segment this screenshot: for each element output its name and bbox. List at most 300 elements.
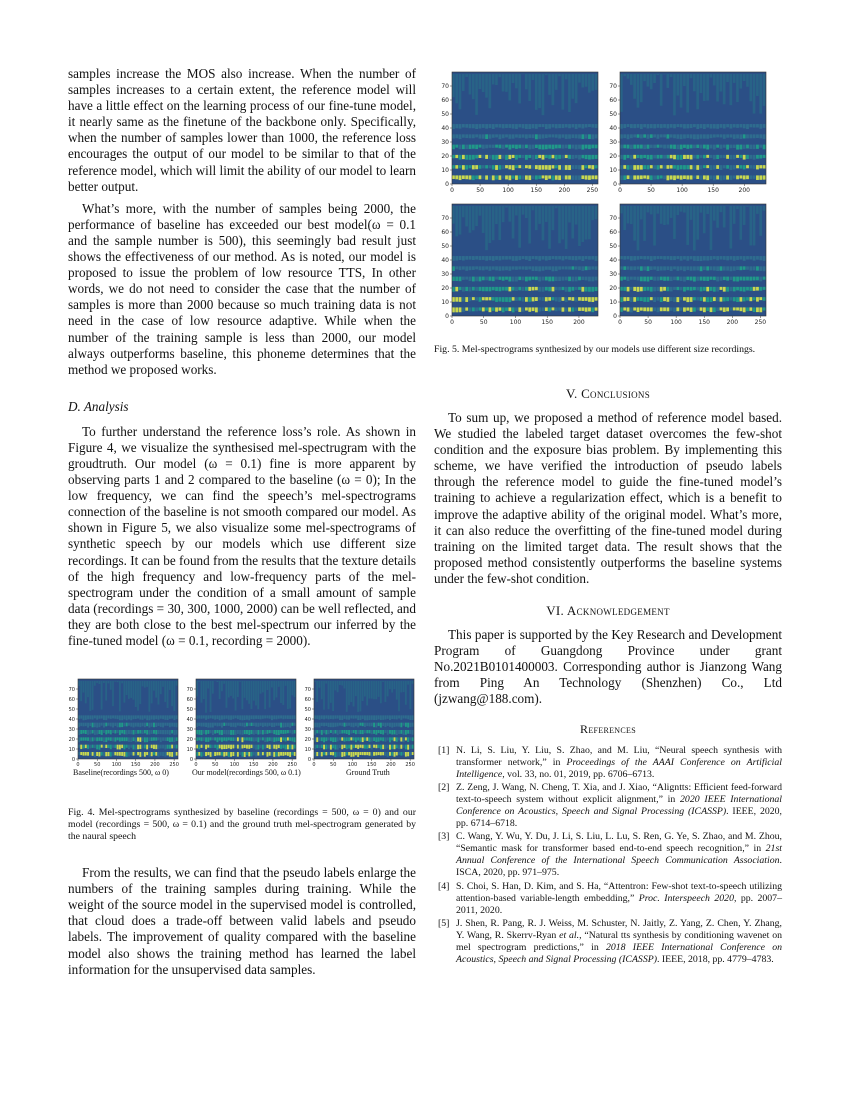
spectrogram-band	[686, 206, 689, 245]
spectrogram-band	[538, 74, 541, 108]
spectrogram-band	[455, 307, 458, 312]
spectrogram-band	[248, 745, 250, 749]
spectrogram-band	[398, 737, 400, 740]
spectrogram-band	[92, 715, 94, 719]
spectrogram-band	[623, 287, 626, 291]
spectrogram-band	[160, 715, 162, 718]
spectrogram-band	[693, 287, 696, 290]
spectrogram-band	[660, 145, 663, 148]
spectrogram-band	[568, 165, 571, 170]
spectrogram-band	[285, 715, 287, 719]
spectrogram-band	[387, 681, 389, 696]
spectrogram-band	[568, 287, 571, 292]
spectrogram-band	[328, 737, 330, 740]
y-tick-label: 70	[304, 686, 311, 693]
spectrogram-band	[123, 715, 125, 719]
spectrogram-band	[282, 730, 284, 734]
spectrogram-band	[726, 307, 729, 311]
spectrogram-band	[405, 745, 407, 750]
spectrogram-band	[505, 307, 508, 310]
paragraph-conclusions: To sum up, we proposed a method of reference model based. We studied the labeled target dataset overcomes the few-shot condition and the exposure bias problem. By implementing this scheme, we have verified the introduction of pseudo labels through the reference model to guide the fine-tuned model’s training to achieve a regularization effect, which is a benefit to improve the adaptive ability of the original model. What’s more, it can also reduce the overfitting of the fine-tuned model during training on the limited target data. The result shows that the proposed method consistently outperforms the baseline systems under the few-shot condition.	[434, 410, 782, 586]
spectrogram-band	[562, 266, 565, 269]
spectrogram-band	[686, 145, 689, 149]
spectrogram-band	[673, 155, 676, 159]
spectrogram-band	[105, 723, 107, 727]
spectrogram-band	[146, 752, 148, 755]
spectrogram-band	[640, 297, 643, 301]
spectrogram-band	[85, 723, 87, 726]
spectrogram-band	[235, 715, 237, 718]
spectrogram-band	[198, 730, 200, 735]
spectrogram-band	[285, 745, 287, 750]
spectrogram-band	[653, 145, 656, 149]
spectrogram-band	[535, 134, 538, 139]
spectrogram-band	[680, 175, 683, 179]
spectrogram-band	[285, 737, 287, 741]
spectrogram-band	[239, 723, 241, 726]
x-tick-label: 50	[94, 762, 101, 769]
spectrogram-band	[398, 745, 400, 749]
spectrogram-band	[730, 175, 733, 180]
spectrogram-band	[239, 681, 241, 682]
spectrogram-band	[736, 297, 739, 302]
spectrogram-band	[251, 737, 253, 741]
x-tick-label: 50	[330, 762, 337, 769]
spectrogram-band	[623, 145, 626, 149]
spectrogram-band	[108, 737, 110, 740]
spectrogram-band	[673, 206, 676, 239]
spectrogram-band	[264, 715, 266, 718]
spectrogram-band	[387, 745, 389, 749]
spectrogram-band	[373, 737, 375, 741]
spectrogram-band	[528, 165, 531, 169]
spectrogram-band	[396, 730, 398, 735]
spectrogram-band	[528, 74, 531, 101]
spectrogram-band	[407, 715, 409, 719]
spectrogram-band	[173, 715, 175, 720]
spectrogram-band	[216, 723, 218, 727]
y-tick-label: 10	[609, 299, 617, 307]
spectrogram-band	[518, 307, 521, 312]
spectrogram-band	[542, 266, 545, 270]
spectrogram-band	[743, 256, 746, 261]
spectrogram-band	[640, 124, 643, 129]
spectrogram-band	[289, 745, 291, 750]
spectrogram-band	[578, 206, 581, 246]
spectrogram-band	[548, 277, 551, 282]
spectrogram-band	[380, 752, 382, 755]
spectrogram-band	[640, 74, 643, 102]
spectrogram-band	[743, 134, 746, 138]
spectrogram-band	[366, 745, 368, 749]
spectrogram-band	[251, 723, 253, 726]
spectrogram-band	[475, 297, 478, 300]
spectrogram-band	[588, 277, 591, 282]
spectrogram-band	[680, 206, 683, 212]
spectrogram-band	[133, 730, 135, 734]
spectrogram-band	[633, 277, 636, 280]
spectrogram-band	[459, 74, 462, 109]
spectrogram-band	[492, 145, 495, 148]
spectrogram-band	[153, 681, 155, 691]
spectrogram-band	[703, 277, 706, 281]
spectrogram-band	[623, 175, 626, 180]
spectrogram-band	[657, 134, 660, 138]
spectrogram-band	[505, 175, 508, 179]
spectrogram-band	[746, 74, 749, 87]
spectrogram-band	[337, 737, 339, 741]
spectrogram-band	[371, 681, 373, 699]
spectrogram-band	[391, 715, 393, 719]
spectrogram-band	[382, 715, 384, 720]
spectrogram-band	[663, 297, 666, 301]
spectrogram-band	[103, 752, 105, 756]
spectrogram-band	[739, 287, 742, 291]
spectrogram-band	[485, 297, 488, 300]
spectrogram-band	[706, 307, 709, 311]
spectrogram-band	[630, 155, 633, 159]
spectrogram-band	[643, 165, 646, 169]
spectrogram-band	[452, 277, 455, 281]
spectrogram-band	[730, 134, 733, 137]
spectrogram-band	[739, 266, 742, 270]
spectrogram-band	[723, 206, 726, 227]
spectrogram-band	[485, 206, 488, 250]
spectrogram-band	[696, 307, 699, 310]
spectrogram-band	[92, 737, 94, 741]
spectrogram-band	[746, 165, 749, 168]
spectrogram-band	[359, 737, 361, 741]
spectrogram-band	[693, 74, 696, 91]
figure-5-caption: Fig. 5. Mel-spectrograms synthesized by our models use different size recordings.	[434, 344, 756, 355]
x-tick-label: 0	[76, 762, 80, 769]
spectrogram-band	[387, 752, 389, 757]
spectrogram-band	[575, 307, 578, 310]
spectrogram-band	[94, 681, 96, 686]
spectrogram-band	[455, 145, 458, 148]
spectrogram-band	[548, 74, 551, 95]
spectrogram-band	[330, 745, 332, 750]
spectrogram-band	[348, 730, 350, 735]
spectrogram-band	[264, 752, 266, 755]
spectrogram-band	[396, 723, 398, 727]
spectrogram-band	[505, 134, 508, 137]
x-tick-label: 50	[647, 187, 655, 194]
spectrogram-band	[489, 256, 492, 260]
spectrogram-band	[690, 155, 693, 160]
spectrogram-band	[203, 745, 205, 748]
spectrogram-band	[713, 287, 716, 292]
spectrogram-band	[512, 287, 515, 291]
spectrogram-band	[650, 307, 653, 311]
spectrogram-band	[522, 277, 525, 281]
spectrogram-band	[716, 206, 719, 228]
spectrogram-band	[700, 155, 703, 158]
spectrogram-band	[83, 752, 85, 756]
x-tick-label: 200	[558, 187, 571, 194]
spectrogram-band	[459, 134, 462, 139]
spectrogram-band	[128, 737, 130, 741]
spectrogram-band	[362, 752, 364, 755]
spectrogram-band	[542, 124, 545, 127]
spectrogram-band	[495, 165, 498, 170]
spectrogram-band	[489, 297, 492, 300]
spectrogram-band	[396, 745, 398, 749]
spectrogram-band	[384, 745, 386, 749]
spectrogram-band	[588, 287, 591, 292]
spectrogram-band	[581, 175, 584, 179]
spectrogram-band	[660, 297, 663, 302]
spectrogram-band	[643, 206, 646, 241]
spectrogram-band	[114, 715, 116, 718]
spectrogram-band	[85, 745, 87, 748]
spectrogram-band	[253, 715, 255, 719]
spectrogram-band	[260, 715, 262, 719]
spectrogram-band	[700, 256, 703, 261]
spectrogram-band	[83, 681, 85, 693]
spectrogram-band	[485, 266, 488, 269]
spectrogram-band	[232, 752, 234, 756]
spectrogram-band	[575, 124, 578, 129]
spectrogram-band	[89, 681, 91, 711]
spectrogram-band	[591, 165, 594, 169]
spectrogram-band	[459, 124, 462, 129]
spectrogram-band	[394, 715, 396, 719]
spectrogram-band	[710, 175, 713, 179]
spectrogram-band	[321, 681, 323, 699]
spectrogram-band	[489, 307, 492, 312]
spectrogram-band	[703, 145, 706, 149]
spectrogram-band	[287, 745, 289, 750]
spectrogram-band	[482, 307, 485, 311]
spectrogram-band	[640, 206, 643, 219]
spectrogram-band	[455, 206, 458, 236]
spectrogram-band	[155, 723, 157, 727]
spectrogram-band	[726, 287, 729, 292]
spectrogram-band	[495, 297, 498, 302]
spectrogram-band	[525, 266, 528, 270]
y-tick-label: 10	[441, 299, 449, 307]
y-tick-label: 60	[441, 229, 449, 237]
spectrogram-band	[207, 715, 209, 719]
spectrogram-band	[660, 134, 663, 137]
spectrogram-band	[696, 155, 699, 159]
spectrogram-band	[153, 730, 155, 734]
spectrogram-band	[532, 145, 535, 149]
spectrogram-band	[686, 175, 689, 179]
spectrogram-band	[558, 277, 561, 281]
spectrogram-band	[479, 206, 482, 216]
spectrogram-band	[173, 681, 175, 711]
spectrogram-band	[119, 730, 121, 735]
spectrogram-band	[548, 307, 551, 311]
spectrogram-band	[462, 307, 465, 311]
spectrogram-band	[198, 737, 200, 740]
spectrogram-band	[394, 730, 396, 734]
spectrogram-band	[640, 307, 643, 310]
spectrogram-band	[706, 74, 709, 101]
spectrogram-band	[373, 730, 375, 734]
spectrogram-band	[384, 752, 386, 756]
spectrogram-band	[103, 681, 105, 683]
spectrogram-band	[462, 287, 465, 292]
spectrogram-band	[713, 124, 716, 128]
spectrogram-band	[498, 145, 501, 149]
spectrogram-band	[733, 175, 736, 178]
spectrogram-band	[384, 723, 386, 727]
spectrogram-band	[739, 206, 742, 240]
spectrogram-band	[398, 723, 400, 727]
spectrogram-band	[653, 155, 656, 159]
spectrogram-band	[623, 134, 626, 138]
spectrogram-band	[405, 730, 407, 735]
spectrogram-band	[146, 681, 148, 687]
spectrogram-band	[505, 297, 508, 302]
spectrogram-band	[637, 74, 640, 108]
spectrogram-band	[92, 681, 94, 710]
spectrogram-band	[498, 266, 501, 271]
y-tick-label: 0	[445, 181, 449, 189]
spectrogram-band	[620, 145, 623, 149]
spectrogram-band	[565, 287, 568, 292]
spectrogram-band	[528, 124, 531, 129]
spectrogram-band	[739, 277, 742, 281]
y-tick-label: 60	[609, 97, 617, 105]
spectrogram-band	[756, 297, 759, 301]
spectrogram-band	[291, 745, 293, 750]
spectrogram-band	[627, 287, 630, 292]
spectrogram-band	[660, 165, 663, 168]
y-tick-label: 30	[609, 139, 617, 147]
spectrogram-band	[262, 723, 264, 727]
spectrogram-band	[482, 165, 485, 168]
spectrogram-band	[637, 256, 640, 260]
spectrogram-band	[353, 730, 355, 733]
spectrogram-band	[80, 745, 82, 749]
spectrogram-band	[749, 145, 752, 149]
spectrogram-band	[139, 715, 141, 719]
spectrogram-band	[164, 723, 166, 726]
spectrogram-band	[495, 124, 498, 127]
spectrogram-band	[221, 737, 223, 741]
spectrogram-band	[492, 266, 495, 269]
spectrogram-band	[126, 715, 128, 720]
spectrogram-band	[162, 737, 164, 741]
spectrogram-band	[548, 297, 551, 301]
spectrogram-band	[528, 206, 531, 244]
spectrogram-band	[555, 74, 558, 90]
spectrogram-band	[542, 277, 545, 281]
spectrogram-band	[269, 715, 271, 718]
spectrogram-band	[581, 124, 584, 128]
spectrogram-band	[452, 74, 455, 97]
spectrogram-band	[495, 206, 498, 224]
spectrogram-band	[346, 745, 348, 749]
spectrogram-band	[585, 266, 588, 270]
spectrogram-band	[294, 715, 296, 719]
left-column	[68, 66, 416, 978]
spectrogram-band	[562, 297, 565, 301]
spectrogram-band	[353, 752, 355, 757]
spectrogram-band	[244, 715, 246, 720]
spectrogram-band	[328, 752, 330, 755]
spectrogram-band	[498, 307, 501, 310]
y-tick-label: 50	[304, 706, 311, 713]
spectrogram-band	[733, 165, 736, 169]
spectrogram-band	[647, 277, 650, 282]
spectrogram-band	[112, 715, 114, 718]
spectrogram-band	[146, 723, 148, 727]
spectrogram-band	[459, 165, 462, 168]
spectrogram-band	[452, 297, 455, 302]
spectrogram-band	[555, 134, 558, 137]
spectrogram-band	[485, 307, 488, 310]
spectrogram-band	[743, 206, 746, 225]
spectrogram-band	[515, 206, 518, 216]
spectrogram-band	[660, 124, 663, 128]
spectrogram-band	[565, 134, 568, 139]
spectrogram-band	[123, 723, 125, 727]
spectrogram-band	[176, 723, 178, 728]
spectrogram-band	[485, 124, 488, 129]
y-tick-label: 60	[609, 229, 617, 237]
spectrogram-band	[720, 297, 723, 301]
spectrogram-band	[753, 206, 756, 245]
spectrogram-band	[455, 175, 458, 179]
spectrogram-band	[205, 737, 207, 742]
spectrogram-band	[219, 752, 221, 755]
spectrogram-band	[223, 730, 225, 734]
spectrogram-band	[756, 74, 759, 96]
spectrogram-band	[730, 256, 733, 260]
spectrogram-band	[101, 715, 103, 718]
spectrogram-band	[495, 277, 498, 280]
spectrogram-band	[396, 681, 398, 700]
spectrogram-band	[201, 681, 203, 703]
y-tick-label: 20	[186, 736, 193, 743]
spectrogram-band	[455, 165, 458, 169]
spectrogram-band	[121, 730, 123, 733]
spectrogram-band	[235, 745, 237, 748]
spectrogram-band	[683, 124, 686, 128]
spectrogram-band	[117, 752, 119, 756]
spectrogram-band	[637, 266, 640, 269]
spectrogram-band	[620, 74, 623, 112]
spectrogram-band	[479, 287, 482, 291]
spectrogram-band	[696, 175, 699, 179]
spectrogram-band	[482, 266, 485, 270]
spectrogram-band	[96, 730, 98, 735]
y-tick-label: 0	[445, 313, 449, 321]
spectrogram-band	[696, 165, 699, 170]
spectrogram-band	[135, 737, 137, 742]
spectrogram-band	[647, 287, 650, 291]
spectrogram-band	[753, 307, 756, 312]
spectrogram-band	[591, 266, 594, 269]
spectrogram-band	[723, 134, 726, 138]
spectrogram-band	[110, 723, 112, 727]
spectrogram-band	[518, 145, 521, 149]
spectrogram-band	[686, 297, 689, 302]
spectrogram-band	[759, 155, 762, 159]
spectrogram-band	[475, 155, 478, 159]
spectrogram-band	[690, 165, 693, 169]
spectrogram-band	[568, 206, 571, 222]
spectrogram-band	[637, 175, 640, 179]
spectrogram-band	[260, 730, 262, 734]
spectrogram-band	[670, 256, 673, 260]
spectrogram-band	[578, 175, 581, 180]
